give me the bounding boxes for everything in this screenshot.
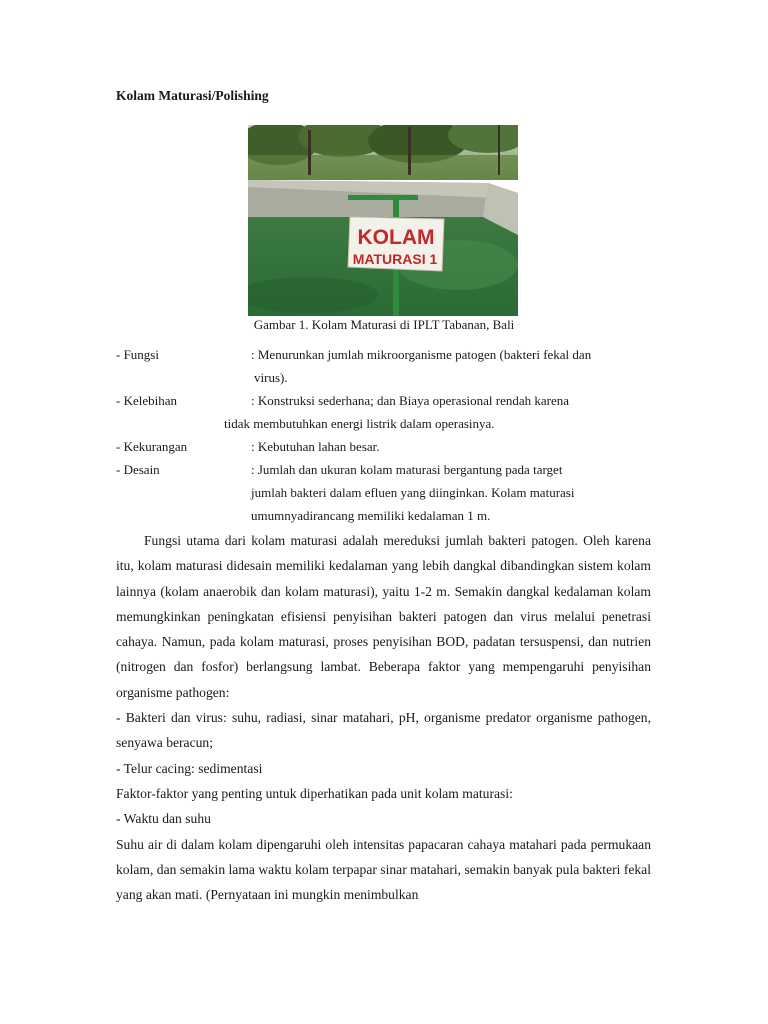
desc-desain-line2: jumlah bakteri dalam efluen yang diinginkan. Kolam maturasi [251, 485, 575, 500]
paragraph-fungsi-utama: Fungsi utama dari kolam maturasi adalah mereduksi jumlah bakteri patogen. Oleh karena itu, kolam maturasi didesain memiliki kedalaman yang lebih dangkal dibandingkan sistem kolam lainnya (kolam anaerobik dan kolam maturasi), yaitu 1-2 m. Semakin dangkal kedalaman kolam memungkinkan peningkatan efisiensi penyisihan bakteri patogen dan virus melalui penetrasi cahaya. Namun, pada kolam maturasi, proses penyisihan BOD, padatan tersuspensi, dan nutrien (nitrogen dan fosfor) berlangsung lambat. Beberapa faktor yang mempengaruhi penyisihan organisme pathogen: [116, 533, 651, 700]
line-faktor-faktor: Faktor-faktor yang penting untuk diperhatikan pada unit kolam maturasi: [116, 785, 513, 801]
desc-desain-line3: umumnyadirancang memiliki kedalaman 1 m. [251, 508, 491, 523]
desc-kelebihan-line1: : Konstruksi sederhana; dan Biaya operasional rendah karena [251, 393, 570, 408]
body-text [116, 528, 651, 907]
bullet-telur-cacing: - Telur cacing: sedimentasi [116, 760, 263, 776]
term-fungsi: - Fungsi [116, 347, 159, 362]
definition-desain [116, 458, 656, 527]
desc-desain-line1: : Jumlah dan ukuran kolam maturasi bergantung pada target [251, 462, 563, 477]
definition-kelebihan [116, 389, 656, 435]
sign-text-maturasi: MATURASI 1 [352, 251, 438, 267]
figure-caption: Gambar 1. Kolam Maturasi di IPLT Tabanan, Bali [253, 317, 515, 332]
desc-fungsi-line2: virus). [254, 370, 288, 385]
line-waktu-suhu: - Waktu dan suhu [116, 811, 211, 827]
paragraph-suhu-air: Suhu air di dalam kolam dipengaruhi oleh intensitas papacaran cahaya matahari pada permukaan kolam, dan semakin lama waktu kolam terpapar sinar matahari, semakin banyak pula bakteri fekal yang akan mati. (Pernyataan ini mungkin menimbulkan [116, 836, 651, 903]
desc-fungsi-line1: : Menurunkan jumlah mikroorganisme patogen (bakteri fekal dan [251, 347, 592, 362]
section-heading: Kolam Maturasi/Polishing [116, 88, 269, 103]
definition-kekurangan [116, 435, 656, 458]
term-kekurangan: - Kekurangan [116, 439, 188, 454]
desc-kekurangan-line1: : Kebutuhan lahan besar. [251, 439, 380, 454]
definition-fungsi [116, 343, 656, 389]
bullet-bakteri-virus: - Bakteri dan virus: suhu, radiasi, sinar matahari, pH, organisme predator organisme pathogen, senyawa beracun; [116, 710, 651, 751]
desc-kelebihan-line2: tidak membutuhkan energi listrik dalam operasinya. [224, 416, 495, 431]
term-kelebihan: - Kelebihan [116, 393, 178, 408]
kolam-maturasi-photo [248, 125, 518, 316]
term-desain: - Desain [116, 462, 160, 477]
sign-text-kolam: KOLAM [357, 226, 435, 249]
